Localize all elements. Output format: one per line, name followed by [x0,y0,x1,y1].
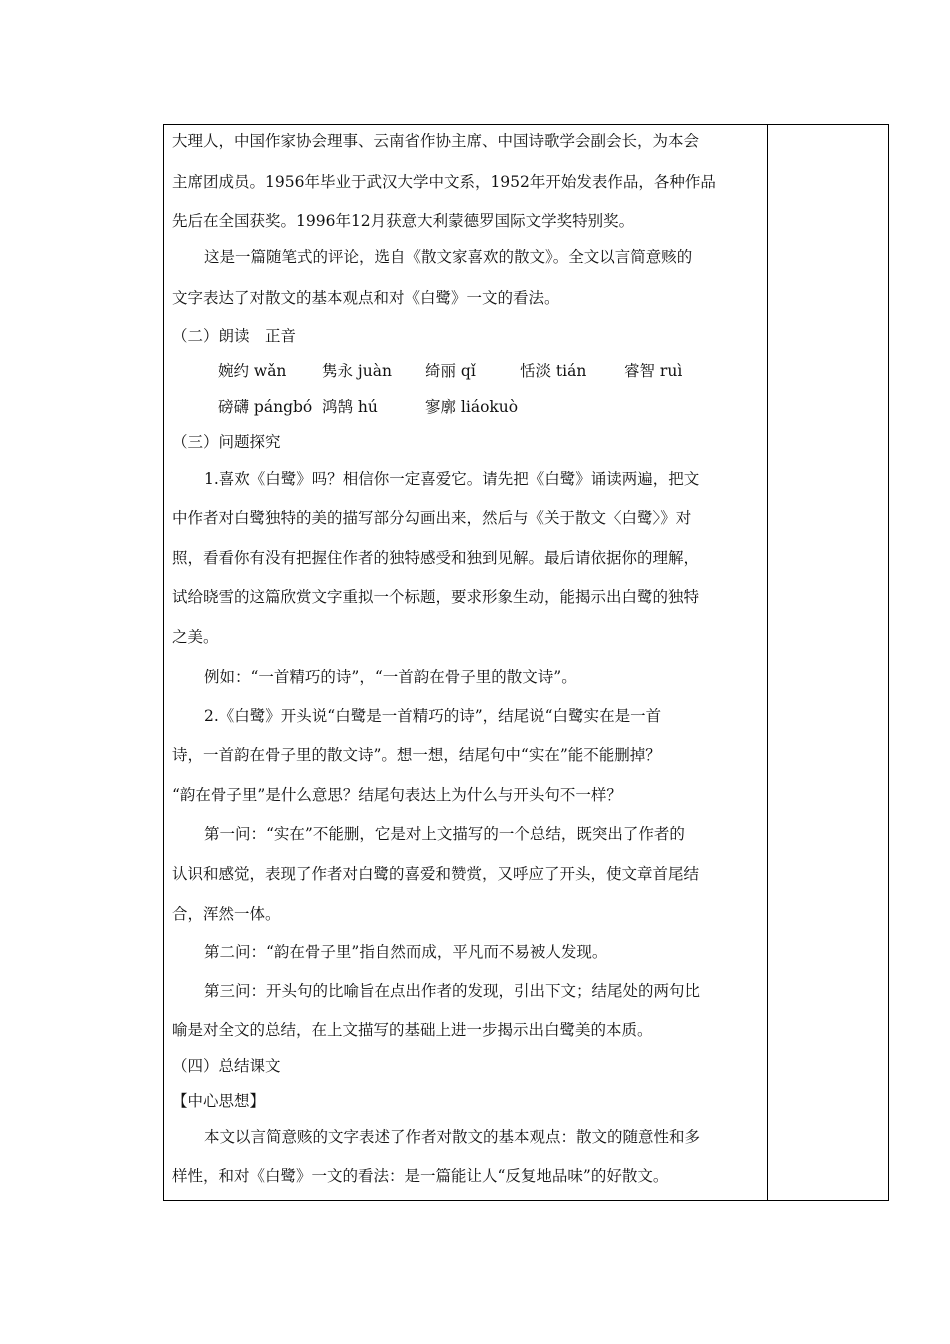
content-table [163,124,889,1201]
text-line: 1.喜欢《白鹭》吗？相信你一定喜爱它。请先把《白鹭》诵读两遍，把文 [204,470,700,488]
text-line: 喻是对全文的总结，在上文描写的基础上进一步揭示出白鹭美的本质。 [172,1021,653,1039]
text-line: 中作者对白鹭独特的美的描写部分勾画出来，然后与《关于散文〈白鹭〉》对 [172,509,692,527]
section-heading: （四）总结课文 [172,1057,281,1075]
text-line: 第二问：“韵在骨子里”指自然而成，平凡而不易被人发现。 [204,943,608,961]
text-line: “韵在骨子里”是什么意思？结尾句表达上为什么与开头句不一样？ [172,786,622,804]
text-line: 第一问：“实在”不能删，它是对上文描写的一个总结，既突出了作者的 [204,825,685,843]
text-line: 2.《白鹭》开头说“白鹭是一首精巧的诗”，结尾说“白鹭实在是一首 [204,707,662,725]
vocab-item: 寥廓 liáokuò [425,398,519,416]
vocab-item: 绮丽 qǐ [425,362,476,380]
text-line: 主席团成员。1956年毕业于武汉大学中文系，1952年开始发表作品，各种作品 [172,173,716,191]
vocab-item: 鸿鹄 hú [322,398,378,416]
text-line: 这是一篇随笔式的评论，选自《散文家喜欢的散文》。全文以言简意赅的 [204,248,693,266]
text-line: 先后在全国获奖。1996年12月获意大利蒙德罗国际文学奖特别奖。 [172,212,635,230]
vocab-item: 隽永 juàn [322,362,392,380]
vocab-item: 磅礴 pángbó [218,398,313,416]
text-line: 第三问：开头句的比喻旨在点出作者的发现，引出下文；结尾处的两句比 [204,982,701,1000]
text-line: 合，浑然一体。 [172,905,281,923]
vocab-item: 婉约 wǎn [218,362,287,380]
text-line: 本文以言简意赅的文字表述了作者对散文的基本观点：散文的随意性和多 [204,1128,701,1146]
text-line: 例如：“一首精巧的诗”，“一首韵在骨子里的散文诗”。 [204,668,577,686]
section-heading: 【中心思想】 [172,1092,266,1110]
section-heading: （二）朗读 正音 [172,327,297,345]
text-line: 照，看看你有没有把握住作者的独特感受和独到见解。最后请依据你的理解， [172,549,700,567]
vocab-item: 睿智 ruì [624,362,683,380]
column-divider [767,125,768,1200]
text-line: 样性，和对《白鹭》一文的看法：是一篇能让人“反复地品味”的好散文。 [172,1167,669,1185]
text-line: 试给晓雪的这篇欣赏文字重拟一个标题，要求形象生动，能揭示出白鹭的独特 [172,588,700,606]
text-line: 之美。 [172,628,219,646]
text-line: 认识和感觉，表现了作者对白鹭的喜爱和赞赏，又呼应了开头，使文章首尾结 [172,865,700,883]
text-line: 诗，一首韵在骨子里的散文诗”。想一想，结尾句中“实在”能不能删掉？ [172,746,661,764]
text-line: 大理人，中国作家协会理事、云南省作协主席、中国诗歌学会副会长，为本会 [172,132,700,150]
text-line: 文字表达了对散文的基本观点和对《白鹭》一文的看法。 [172,289,560,307]
vocab-item: 恬淡 tián [520,362,587,380]
section-heading: （三）问题探究 [172,433,281,451]
